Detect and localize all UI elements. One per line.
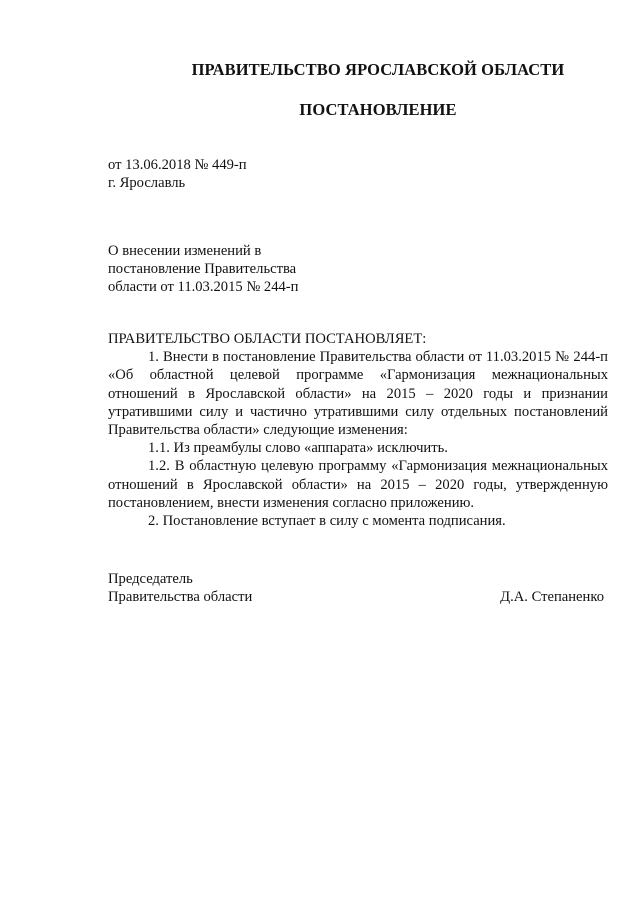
date-number: от 13.06.2018 № 449-п [108, 157, 247, 173]
city: г. Ярославль [108, 175, 186, 191]
signer-title-line-1: Председатель [108, 571, 193, 587]
subject-line-3: области от 11.03.2015 № 244-п [108, 279, 299, 295]
document-type-title: ПОСТАНОВЛЕНИЕ [299, 100, 457, 119]
preamble: ПРАВИТЕЛЬСТВО ОБЛАСТИ ПОСТАНОВЛЯЕТ: [108, 331, 427, 347]
decree-body [108, 330, 608, 530]
signer-name: Д.А. Степаненко [500, 589, 604, 605]
signer-title-line-2: Правительства области [108, 589, 253, 605]
subject-line-1: О внесении изменений в [108, 243, 262, 259]
government-title: ПРАВИТЕЛЬСТВО ЯРОСЛАВСКОЙ ОБЛАСТИ [191, 60, 565, 79]
subject-line-2: постановление Правительства [108, 261, 297, 277]
item-1-1: 1.1. Из преамбулы слово «аппарата» исключить. [148, 440, 448, 457]
item-1: 1. Внести в постановление Правительства области от 11.03.2015 № 244-п «Об областной целевой программе «Гармонизация межнациональных отношений в Ярославской области» на 2015 – 2020 годы и признании утратившими силу и частично утратившими силу отдельных постановлений Правительства области» следующие изменения: [108, 349, 608, 439]
item-1-2: 1.2. В областную целевую программу «Гармонизация межнациональных отношений в Ярославской области» на 2015 – 2020 годы, утвержденную постановлением, внести изменения согласно приложению. [108, 458, 608, 511]
item-2: 2. Постановление вступает в силу с момента подписания. [148, 513, 506, 530]
